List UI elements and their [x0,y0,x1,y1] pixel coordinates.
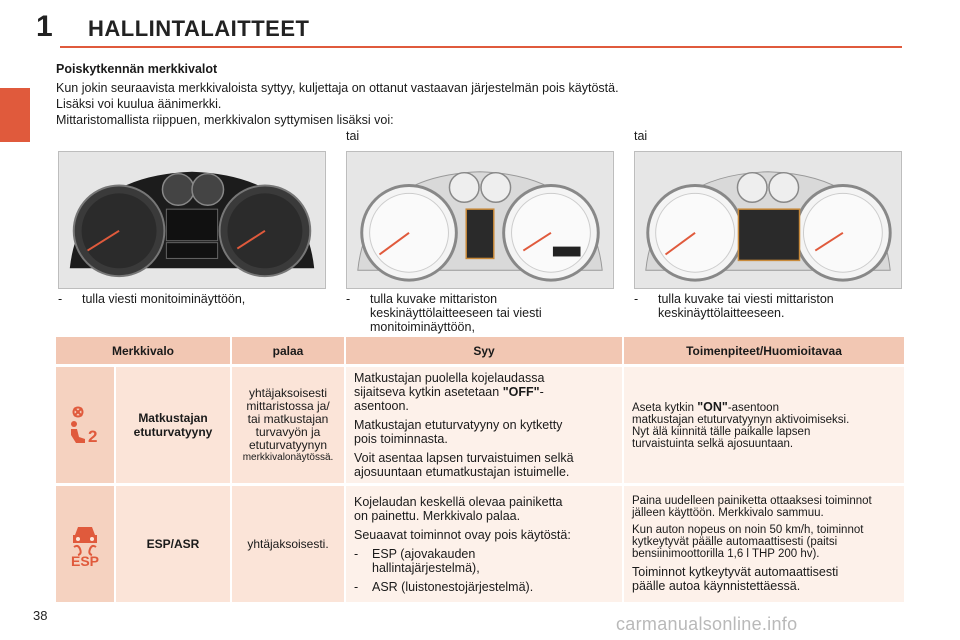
palaa-line: turvavyön ja [255,425,321,439]
svg-text:2: 2 [88,427,98,445]
tai-label-3: tai [634,129,648,143]
passenger-airbag-off-icon [65,405,105,445]
caption-dash: - [58,292,63,306]
toimenpiteet-cell [624,367,904,483]
instrument-cluster-image-2 [346,151,614,289]
syy-line: ESP (ajovakauden [372,546,476,561]
syy-paragraph [354,528,571,542]
syy-line: pois toiminnasta. [354,432,448,446]
syy-paragraph [354,371,544,413]
lamp-name-line: ESP/ASR [146,537,200,551]
toimenpiteet-paragraph [632,400,849,450]
syy-paragraph [354,418,562,446]
chapter-title: HALLINTALAITTEET [88,16,310,41]
lamp-name-line: Matkustajan [138,411,208,425]
syy-line: Kojelaudan keskellä olevaa painiketta [354,494,563,509]
toimen-line: Nyt älä kiinnitä tälle paikalle lapsen [632,426,811,438]
esp-icon-text: ESP [70,553,100,567]
off-keyword: "OFF" [502,385,540,399]
caption-line: monitoiminäyttöön, [370,320,475,334]
caption-dash: - [346,292,351,306]
toimen-line: Kun auton nopeus on noin 50 km/h, toiminnot [632,524,864,536]
cluster-caption-1 [58,292,328,306]
caption-line: tulla kuvake mittariston [370,292,498,306]
caption-line: keskinäyttölaitteeseen. [658,306,785,320]
syy-bullet [354,580,533,594]
table-header-merkkivalo: Merkkivalo [56,337,230,364]
palaa-line-small: merkkivalonäytössä. [242,452,334,463]
toimenpiteet-paragraph [632,495,872,519]
caption-line: tulla viesti monitoiminäyttöön, [82,292,246,306]
toimen-line: matkustajan etuturvatyynyn aktivoimiseksi. [632,414,850,426]
syy-line: asentoon. [354,399,409,413]
table-header-syy: Syy [346,337,622,364]
syy-line: Matkustajan puolella kojelaudassa [354,371,545,385]
syy-bullet [354,547,480,575]
syy-cell [346,367,622,483]
on-keyword: "ON" [697,400,728,414]
intro-line-3: Mittaristomallista riippuen, merkkivalon syttymisen lisäksi voi: [56,113,394,127]
toimen-line: kytkeytyvät päälle automaattisesti (paitsi [632,536,838,548]
bullet-dash: - [354,546,359,561]
toimen-line: Toiminnot kytkeytyvät automaattisesti [632,565,839,579]
syy-line: Voit asentaa lapsen turvaistuimen selkä [354,451,574,465]
icon-cell [56,367,114,483]
intro-line-2: Lisäksi voi kuulua äänimerkki. [56,97,222,111]
toimen-suffix: -asentoon [727,402,779,414]
toimen-line: jälleen käyttöön. Merkkivalo sammuu. [632,507,824,519]
palaa-line: mittaristossa ja/ [246,399,330,413]
instrument-cluster-image-3 [634,151,902,289]
esp-asr-off-icon [66,521,104,567]
toimen-line: bensiinimoottorilla 1,6 l THP 200 hv). [632,548,820,560]
palaa-cell [232,367,344,483]
cluster-caption-3 [634,292,906,320]
table-header-toimenpiteet: Toimenpiteet/Huomioitavaa [624,337,904,364]
cluster-caption-2 [346,292,618,334]
chapter-side-tab [0,88,30,142]
caption-line: keskinäyttölaitteeseen tai viesti [370,306,542,320]
bullet-dash: - [354,579,359,594]
icon-cell [56,486,114,602]
lamp-name-line: etuturvatyyny [133,425,213,439]
page-number: 38 [33,608,48,623]
toimen-line: Paina uudelleen painiketta ottaaksesi toiminnot [632,495,872,507]
palaa-cell [232,486,344,602]
caption-dash: - [634,292,639,306]
instrument-cluster-image-1 [58,151,326,289]
syy-line: Matkustajan etuturvatyyny on kytketty [354,418,563,432]
caption-line: tulla kuvake tai viesti mittariston [658,292,834,306]
palaa-line: etuturvatyynyn [248,438,328,452]
palaa-line: tai matkustajan [247,412,329,426]
table-header-palaa: palaa [232,337,344,364]
syy-line: ASR (luistonestojärjestelmä). [372,579,534,594]
syy-paragraph [354,495,562,523]
palaa-line: yhtäjaksoisesti. [247,536,329,551]
chapter-number: 1 [36,10,53,43]
watermark: carmanualsonline.info [616,614,798,634]
syy-line-tail: - [539,385,544,399]
syy-line: ajosuuntaan etumatkustajan istuimelle. [354,465,570,479]
intro-line-1: Kun jokin seuraavista merkkivaloista syttyy, kuljettaja on ottanut vastaavan järjestelmän pois käytöstä. [56,81,619,95]
title-rule [60,46,902,48]
instrument-cluster-drawing [347,152,613,288]
syy-line: on painettu. Merkkivalo palaa. [354,508,521,523]
syy-paragraph [354,451,574,479]
palaa-line: yhtäjaksoisesti [248,386,328,400]
toimen-line: turvaistuinta selkä ajosuuntaan. [632,438,794,450]
toimenpiteet-paragraph [632,524,863,560]
syy-line: hallintajärjestelmä), [372,560,480,575]
toimen-prefix: Aseta kytkin [632,402,698,414]
syy-line: sijaitseva kytkin asetetaan [354,385,503,399]
toimenpiteet-paragraph [632,565,838,593]
lamp-name-cell [116,367,230,483]
toimenpiteet-cell [624,486,904,602]
instrument-cluster-drawing [635,152,901,288]
lamp-name-cell [116,486,230,602]
section-heading: Poiskytkennän merkkivalot [56,62,218,76]
syy-line: Seuaavat toiminnot ovay pois käytöstä: [354,527,571,542]
tai-label-2: tai [346,129,360,143]
toimen-line: päälle autoa käynnistettäessä. [632,579,801,593]
instrument-cluster-drawing [59,152,325,288]
syy-cell [346,486,622,602]
